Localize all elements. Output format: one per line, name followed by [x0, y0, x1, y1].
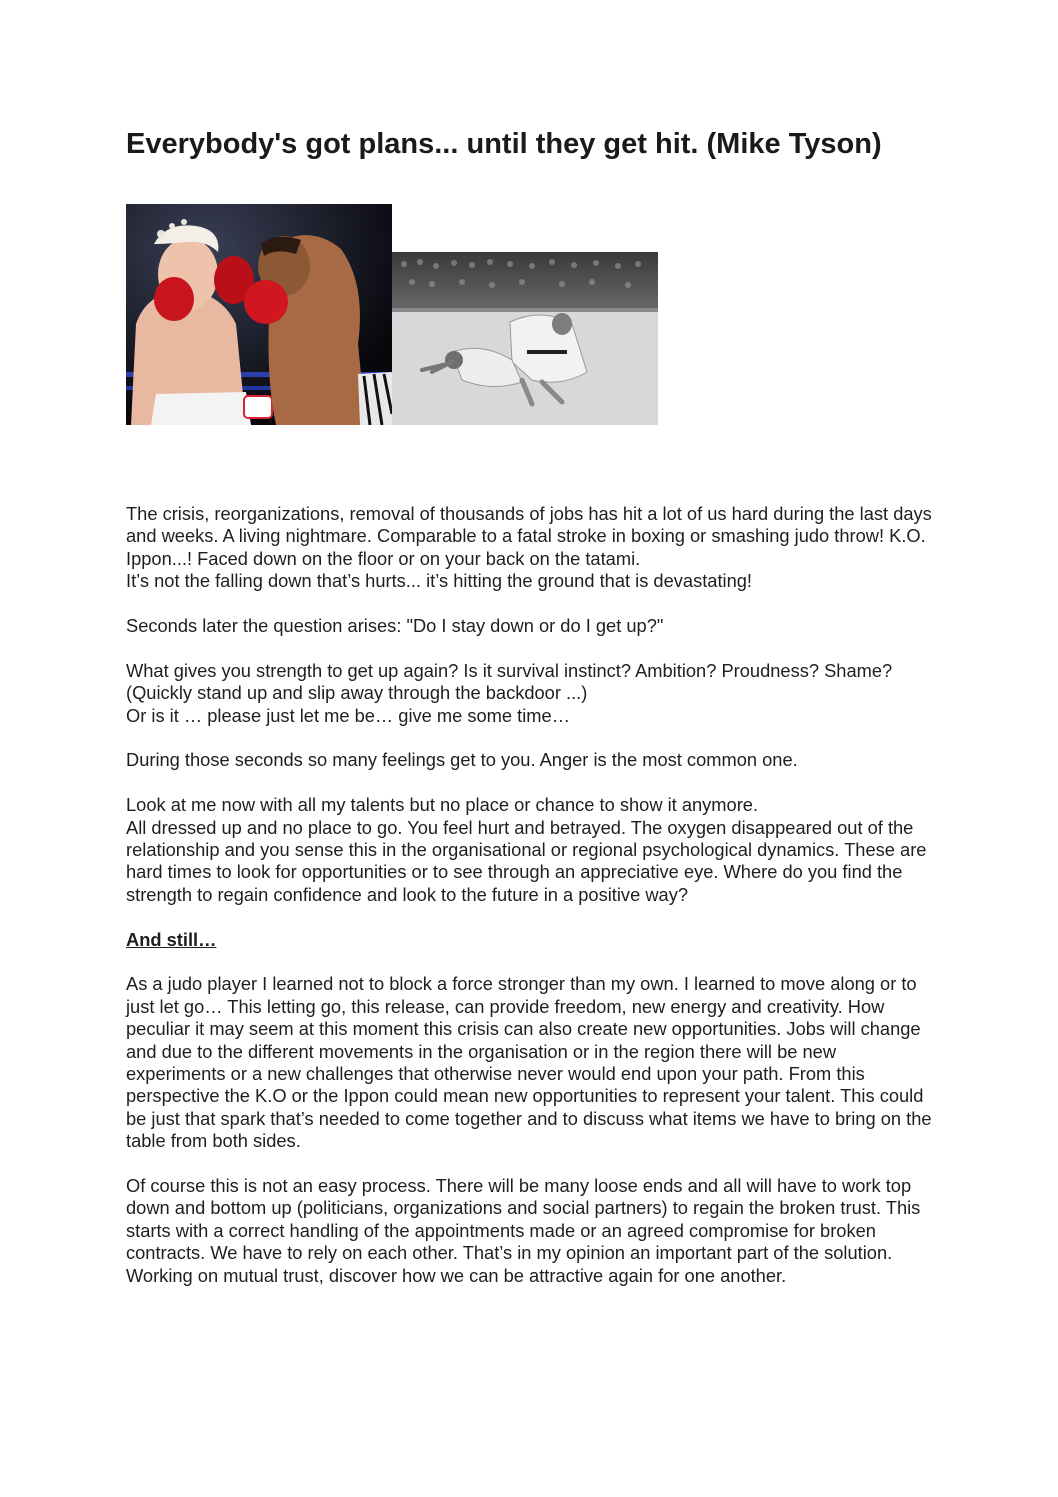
paragraph-line: Seconds later the question arises: "Do I stay down or do I get up?"	[126, 615, 664, 637]
section-subheading: And still…	[126, 928, 217, 950]
paragraph-line: As a judo player I learned not to block a force stronger than my own. I learned to move along or to just let go… This letting go, this release, can provide freedom, new energy and creativity. How peculiar it may seem at this moment this crisis can also create new opportunities. Jobs will change and due to the different movements in the organisation or in the region there will be new experiments or a new challenges that otherwise never would end upon your path. From this perspective the K.O or the Ippon could mean new opportunities to represent your talent. This could be just that spark that’s needed to come together and to discuss what items we have to bring on the table from both sides.	[126, 973, 932, 1152]
paragraph-2	[126, 615, 936, 637]
article-body	[126, 503, 936, 1310]
paragraph-line: Of course this is not an easy process. There will be many loose ends and all will have to work top down and bottom up (politicians, organizations and social partners) to regain the broken trust. This starts with a correct handling of the appointments made or an agreed compromise for broken contracts. We have to rely on each other. That’s in my opinion an important part of the solution. Working on mutual trust, discover how we can be attractive again for one another.	[126, 1175, 921, 1286]
page-title: Everybody's got plans... until they get hit. (Mike Tyson)	[126, 128, 882, 160]
paragraph-6	[126, 973, 936, 1152]
paragraph-line: All dressed up and no place to go. You feel hurt and betrayed. The oxygen disappeared out of the relationship and you sense this in the organisational or regional psychological dynamics. These are hard times to look for opportunities or to see through an appreciative eye. Where do you find the strength to regain confidence and look to the future in a positive way?	[126, 816, 927, 905]
paragraph-line: During those seconds so many feelings get to you. Anger is the most common one.	[126, 749, 798, 771]
paragraph-line: It’s not the falling down that’s hurts... it’s hitting the ground that is devastating!	[126, 570, 753, 592]
judo-photo	[392, 252, 658, 425]
paragraph-7	[126, 1175, 936, 1287]
judo-photo-illustration	[392, 252, 658, 425]
boxing-photo-illustration	[126, 204, 392, 425]
paragraph-line: The crisis, reorganizations, removal of thousands of jobs has hit a lot of us hard during the last days and weeks. A living nightmare. Comparable to a fatal stroke in boxing or smashing judo throw! K.O. Ippon...! Faced down on the floor or on your back on the tatami.	[126, 503, 932, 569]
paragraph-4	[126, 749, 936, 771]
paragraph-line: What gives you strength to get up again? Is it survival instinct? Ambition? Proudness? Shame? (Quickly stand up and slip away through the backdoor ...)	[126, 659, 893, 704]
paragraph-line: Look at me now with all my talents but no place or chance to show it anymore.	[126, 794, 759, 816]
paragraph-line: Or is it … please just let me be… give me some time…	[126, 704, 570, 726]
subheading-and-still	[126, 929, 936, 951]
boxing-photo	[126, 204, 392, 425]
paragraph-5	[126, 794, 936, 906]
paragraph-1	[126, 503, 936, 593]
paragraph-3	[126, 660, 936, 727]
